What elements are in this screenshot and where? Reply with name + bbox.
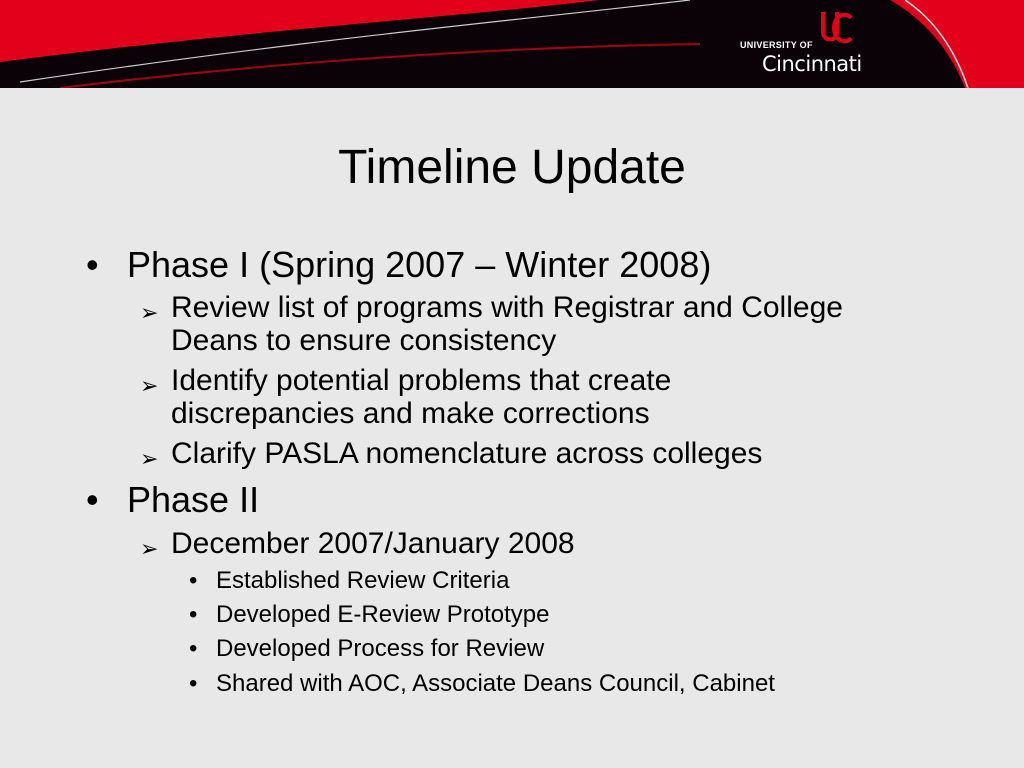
bullet-text: Developed Process for Review [216,635,545,662]
bullet-line: Review list of programs with Registrar and College [171,291,843,324]
bullet-dot-icon: • [189,670,198,697]
arrow-bullet-icon: ➢ [140,536,159,561]
bullet-dot-icon: • [189,601,198,628]
bullet-text: Phase I (Spring 2007 – Winter 2008) [127,244,712,285]
bullet-dot-icon: • [86,479,99,520]
bullet-text: Developed E-Review Prototype [216,601,550,628]
arrow-bullet-icon: ➢ [140,446,159,471]
bullet-line: Clarify PASLA nomenclature across colleges [171,437,763,470]
bullet-line: December 2007/January 2008 [171,527,575,560]
logo-university-of: UNIVERSITY OF [740,40,813,50]
bullet-dot-icon: • [189,635,198,662]
arrow-bullet-icon: ➢ [140,300,159,325]
bullet-dot-icon: • [189,567,198,594]
bullet-line: discrepancies and make corrections [171,397,650,430]
bullet-text: Established Review Criteria [216,567,510,594]
bullet-text: Phase II [127,479,260,520]
arrow-bullet-icon: ➢ [140,373,159,398]
bullet-dot-icon: • [86,244,99,285]
logo-cincinnati: Cincinnati [762,52,862,76]
bullet-line: Identify potential problems that create [171,364,672,397]
bullet-line: Deans to ensure consistency [171,324,557,357]
slide-title: Timeline Update [338,141,686,194]
bullet-text: Shared with AOC, Associate Deans Council, Cabinet [216,670,775,697]
